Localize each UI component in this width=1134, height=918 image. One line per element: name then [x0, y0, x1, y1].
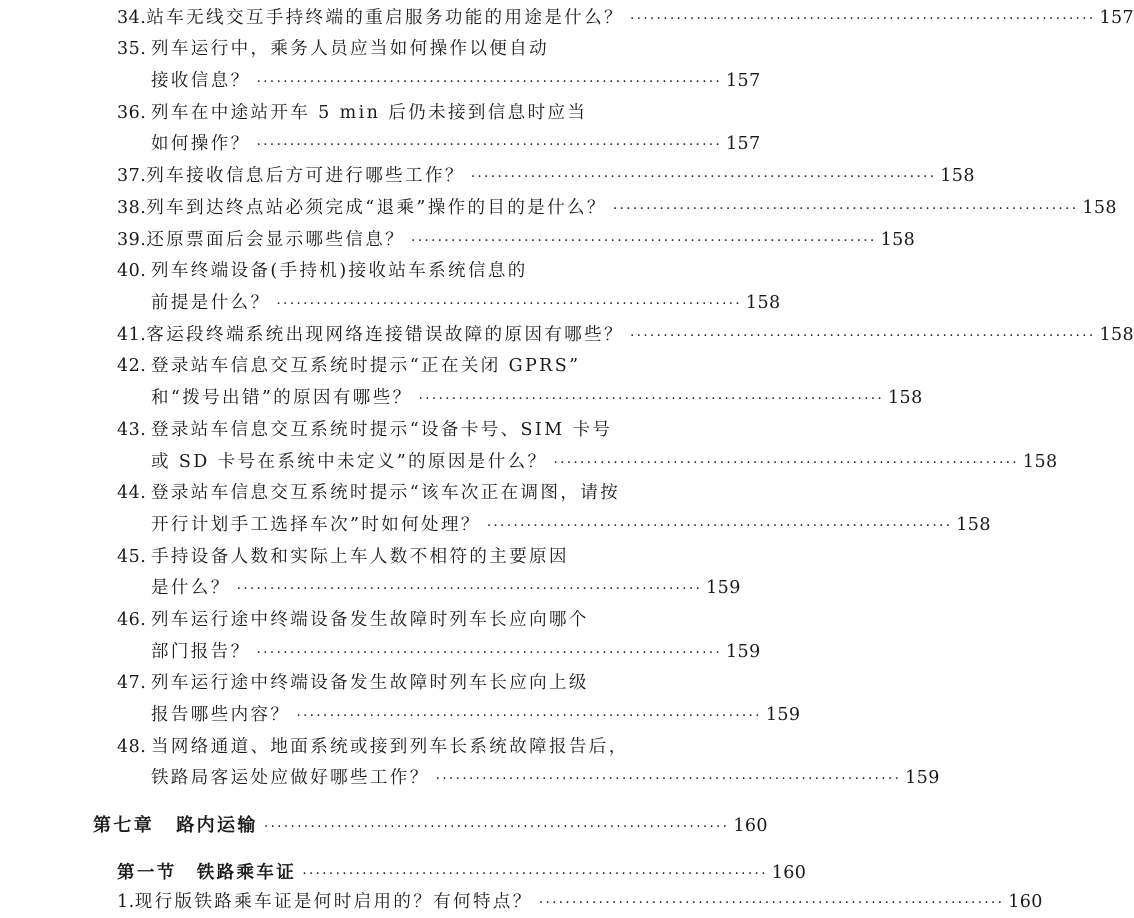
entry-page-number: 158	[1022, 452, 1058, 472]
section-title: 铁路乘车证	[196, 863, 297, 883]
entry-title-continued: 部门报告？	[151, 642, 251, 662]
leader-dots: ······································································	[629, 11, 1096, 27]
toc-entry-40-line1	[117, 256, 707, 286]
entry-page-number: 159	[706, 578, 741, 598]
entry-title: 登录站车信息交互系统时提示“设备卡号、SIM 卡号	[151, 420, 613, 440]
entry-page-number: 159	[765, 705, 801, 725]
entry-title-continued: 接收信息？	[151, 71, 251, 91]
entry-title: 登录站车信息交互系统时提示“正在关闭 GPRS”	[151, 356, 581, 376]
entry-page-number: 158	[956, 515, 991, 535]
toc-entry-35-line1	[117, 34, 707, 64]
entry-title: 站车无线交互手持终端的重启服务功能的用途是什么？	[146, 8, 624, 28]
entry-title: 手持设备人数和实际上车人数不相符的主要原因	[151, 547, 569, 567]
entry-page-number: 158	[745, 293, 781, 313]
entry-title: 当网络通道、地面系统或接到列车长系统故障报告后，	[151, 737, 629, 757]
toc-entry-45-line2	[151, 573, 741, 603]
toc-entry-48-line2	[151, 763, 940, 793]
leader-dots: ······································································	[256, 137, 723, 153]
entry-title-continued: 如何操作？	[151, 134, 251, 154]
entry-page-number: 160	[1008, 892, 1043, 912]
toc-entry-36-line2	[151, 129, 761, 159]
leader-dots: ······································································	[612, 201, 1079, 217]
leader-dots: ······································································	[302, 866, 768, 882]
entry-number: 35.	[117, 39, 147, 59]
toc-chapter-7	[93, 811, 768, 841]
entry-page-number: 158	[1082, 198, 1117, 218]
entry-page-number: 158	[888, 388, 923, 408]
entry-title: 列车到达终点站必须完成“退乘”操作的目的是什么？	[146, 198, 607, 218]
leader-dots: ······································································	[236, 581, 703, 597]
entry-title-continued: 前提是什么？	[151, 293, 271, 313]
entry-number: 43.	[117, 420, 147, 440]
toc-entry-39	[117, 225, 916, 255]
toc-entry-46-line1	[117, 605, 707, 635]
leader-dots: ······································································	[276, 296, 742, 312]
entry-number: 45.	[117, 547, 147, 567]
entry-number: 39.	[117, 230, 147, 250]
entry-number: 42.	[117, 356, 147, 376]
toc-entry-37	[117, 161, 975, 191]
leader-dots: ······································································	[256, 645, 723, 661]
toc-entry-35-line2	[151, 66, 761, 96]
toc-entry-41	[117, 320, 1134, 350]
entry-number: 1.	[117, 892, 135, 912]
entry-number: 48.	[117, 737, 147, 757]
toc-entry-46-line2	[151, 637, 761, 667]
entry-page-number: 159	[905, 768, 940, 788]
entry-title-continued: 是什么？	[151, 578, 231, 598]
leader-dots: ······································································	[553, 455, 1019, 471]
toc-entry-48-line1	[117, 732, 707, 762]
toc-section-1	[117, 858, 807, 888]
leader-dots: ······································································	[470, 169, 937, 185]
toc-entry-38	[117, 193, 1117, 223]
toc-entry-44-line2	[151, 510, 991, 540]
entry-page-number: 157	[726, 71, 761, 91]
entry-title: 列车终端设备(手持机)接收站车系统信息的	[151, 261, 528, 281]
entry-number: 36.	[117, 103, 147, 123]
section-page-number: 160	[771, 863, 807, 883]
entry-title-continued: 铁路局客运处应做好哪些工作？	[151, 768, 430, 788]
entry-number: 44.	[117, 483, 147, 503]
leader-dots: ······································································	[486, 518, 953, 534]
entry-title: 登录站车信息交互系统时提示“该车次正在调图，请按	[151, 483, 621, 503]
toc-entry-45-line1	[117, 542, 707, 572]
entry-page-number: 158	[940, 166, 975, 186]
toc-entry-43-line2	[151, 447, 1058, 477]
toc-entry-1	[117, 887, 1043, 917]
entry-title: 列车在中途站开车 5 min 后仍未接到信息时应当	[151, 103, 588, 123]
entry-page-number: 158	[1099, 325, 1134, 345]
entry-title-continued: 开行计划手工选择车次”时如何处理？	[151, 515, 481, 535]
entry-title: 列车运行途中终端设备发生故障时列车长应向哪个	[151, 610, 589, 630]
entry-number: 46.	[117, 610, 147, 630]
chapter-page-number: 160	[733, 816, 768, 836]
entry-title: 列车运行中，乘务人员应当如何操作以便自动	[151, 39, 549, 59]
leader-dots: ······································································	[263, 819, 730, 835]
entry-title: 客运段终端系统出现网络连接错误故障的原因有哪些？	[146, 325, 624, 345]
entry-title-continued: 和“拨号出错”的原因有哪些？	[151, 388, 413, 408]
toc-entry-36-line1	[117, 98, 707, 128]
leader-dots: ······································································	[411, 233, 877, 249]
toc-entry-40-line2	[151, 288, 781, 318]
entry-page-number: 159	[726, 642, 761, 662]
entry-title: 还原票面后会显示哪些信息？	[146, 230, 406, 250]
leader-dots: ······································································	[629, 328, 1096, 344]
toc-entry-34	[117, 3, 1134, 33]
entry-title-continued: 或 SD 卡号在系统中未定义”的原因是什么？	[151, 452, 548, 472]
entry-title: 现行版铁路乘车证是何时启用的？有何特点？	[134, 892, 533, 912]
toc-entry-44-line1	[117, 478, 707, 508]
entry-number: 41.	[117, 325, 147, 345]
leader-dots: ······································································	[256, 74, 723, 90]
toc-entry-42-line1	[117, 351, 707, 381]
chapter-title: 路内运输	[176, 815, 258, 836]
leader-dots: ······································································	[538, 895, 1005, 911]
entry-number: 40.	[117, 261, 147, 281]
toc-entry-47-line1	[117, 668, 707, 698]
entry-page-number: 157	[1099, 8, 1134, 28]
entry-title-continued: 报告哪些内容？	[151, 705, 291, 725]
leader-dots: ······································································	[418, 391, 885, 407]
entry-page-number: 157	[726, 134, 761, 154]
leader-dots: ······································································	[435, 771, 902, 787]
entry-title: 列车运行途中终端设备发生故障时列车长应向上级	[151, 673, 589, 693]
entry-page-number: 158	[880, 230, 916, 250]
entry-number: 38.	[117, 198, 147, 218]
toc-entry-47-line2	[151, 700, 801, 730]
toc-entry-42-line2	[151, 383, 923, 413]
entry-number: 34.	[117, 8, 147, 28]
entry-title: 列车接收信息后方可进行哪些工作？	[146, 166, 465, 186]
toc-entry-43-line1	[117, 415, 707, 445]
entry-number: 37.	[117, 166, 147, 186]
chapter-label: 第七章	[93, 815, 155, 836]
leader-dots: ······································································	[296, 708, 762, 724]
entry-number: 47.	[117, 673, 147, 693]
section-label: 第一节	[117, 863, 177, 883]
